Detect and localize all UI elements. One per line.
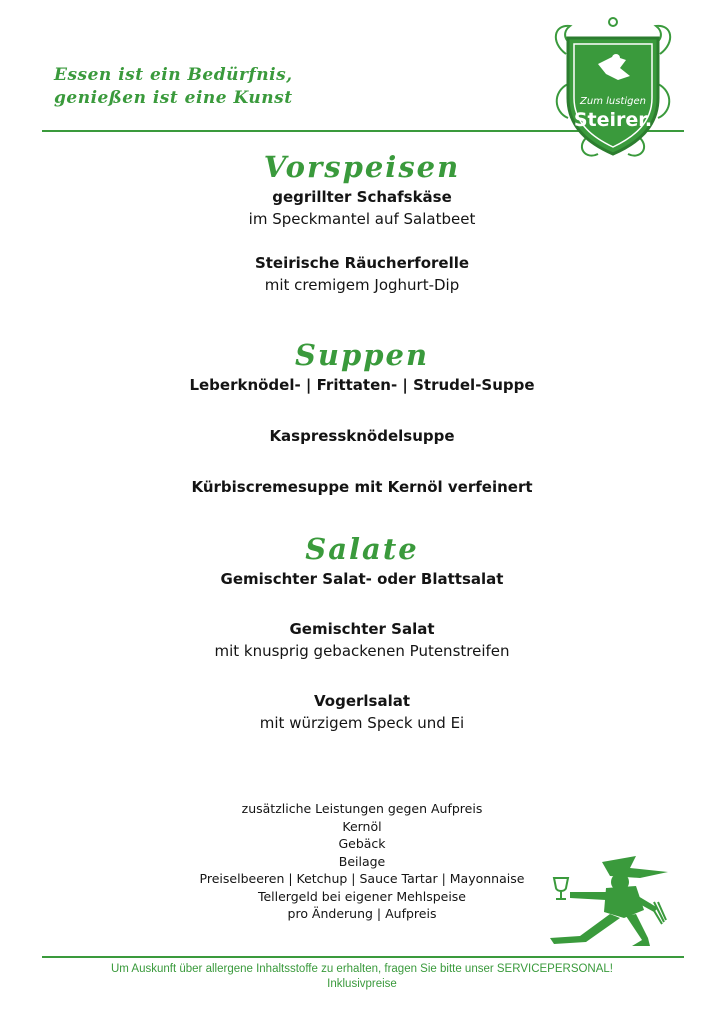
dish-name: Kürbiscremesuppe mit Kernöl verfeinert xyxy=(191,478,533,496)
dish-name: Gemischter Salat xyxy=(289,620,435,638)
tagline xyxy=(54,64,293,110)
extras-item: Gebäck xyxy=(338,836,386,851)
extras-item: Tellergeld bei eigener Mehlspeise xyxy=(257,888,467,904)
allergen-notice: Um Auskunft über allergene Inhaltsstoffe zu erhalten, fragen Sie bitte unser SERVICEPERSONAL! xyxy=(110,963,613,975)
bottom-divider xyxy=(42,956,684,958)
dish-description: mit würzigem Speck und Ei xyxy=(259,714,465,732)
dish-name: Steirische Räucherforelle xyxy=(254,254,470,272)
tagline-line-2: genießen ist eine Kunst xyxy=(54,88,293,108)
logo-line-2: Steirer. xyxy=(573,109,653,131)
dish-name: Kaspressknödelsuppe xyxy=(269,427,455,445)
dish-description: im Speckmantel auf Salatbeet xyxy=(248,210,476,228)
extras-item: Preiselbeeren | Ketchup | Sauce Tartar | Mayonnaise xyxy=(199,871,525,886)
extras-heading: zusätzliche Leistungen gegen Aufpreis xyxy=(241,801,483,816)
dancing-steirer-mascot-icon xyxy=(540,852,674,948)
extras-item: pro Änderung | Aufpreis xyxy=(287,906,437,921)
dish-description: mit knusprig gebackenen Putenstreifen xyxy=(214,642,510,660)
dish-name: Vogerlsalat xyxy=(313,692,411,710)
dish-name: Gemischter Salat- oder Blattsalat xyxy=(220,570,504,588)
dish-name: gegrillter Schafskäse xyxy=(272,188,452,206)
menu xyxy=(0,148,724,734)
section-title-vorspeisen: Vorspeisen xyxy=(263,150,461,184)
footer xyxy=(0,962,724,992)
logo-line-1: Zum lustigen xyxy=(580,96,646,107)
section-title-salate: Salate xyxy=(305,532,419,566)
shield-logo-icon xyxy=(546,14,680,164)
extras-item: Beilage xyxy=(338,853,386,869)
extras-item: Kernöl xyxy=(342,818,382,834)
dish-name: Leberknödel- | Frittaten- | Strudel-Suppe xyxy=(189,376,535,394)
tagline-line-1: Essen ist ein Bedürfnis, xyxy=(54,65,293,85)
price-note: Inklusivpreise xyxy=(327,978,397,990)
dish-description: mit cremigem Joghurt-Dip xyxy=(264,276,460,294)
section-title-suppen: Suppen xyxy=(294,338,430,372)
